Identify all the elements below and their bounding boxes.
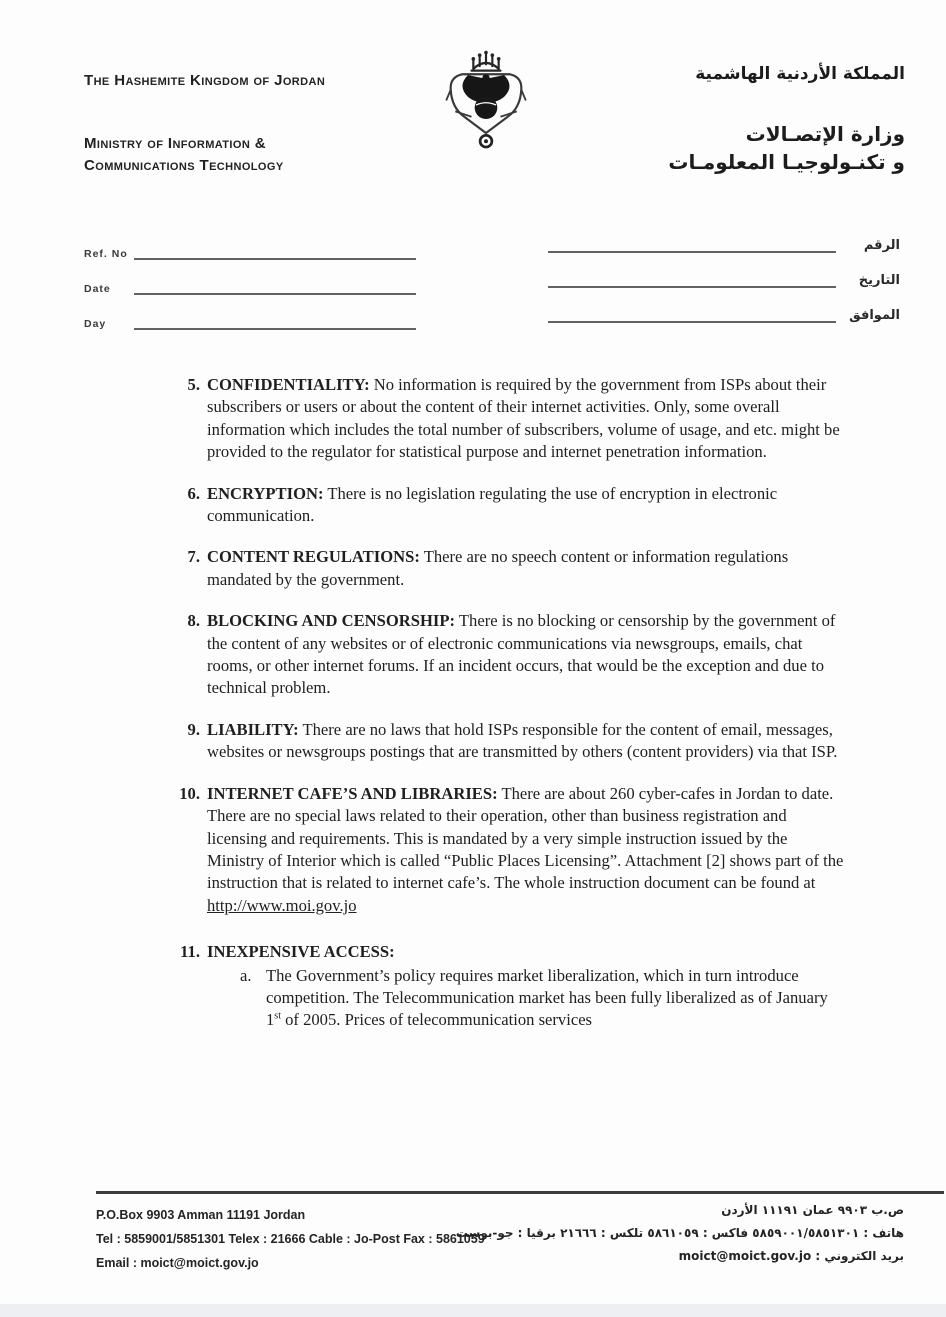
item-number: 6. [187,483,200,503]
item-body-text: There is no blocking or censorship by the government of the content of any websites or of electronic communications via newsgroups, emails, chat rooms, or other internet forums. If an incident occurs, that would be the exception and due to technical problem. [207,611,836,698]
item-number: 9. [187,719,200,739]
footer-email-ar: بريد الكتروني : moict@moict.gov.jo [678,1249,904,1263]
item-text [207,941,844,1032]
item-text [207,546,844,591]
kingdom-name-ar: المملكة الأردنية الهاشمية [695,64,905,84]
kingdom-name-en: The Hashemite Kingdom of Jordan [84,72,326,89]
footer-email-en: Email : moict@moict.gov.jo [96,1256,259,1270]
footer-contact-arabic [456,1199,904,1268]
ref-no-blank-line-ar [548,251,836,253]
footer-pobox-en: P.O.Box 9903 Amman 11191 Jordan [96,1208,306,1222]
item-number: 7. [187,547,200,567]
ref-no-row [84,240,416,260]
item-title: CONFIDENTIALITY: [207,375,370,394]
date-label-ar: التاريخ [858,273,900,288]
sub-item-a [240,965,840,1032]
list-item-10-internet-cafes [172,783,844,917]
day-label: Day [84,318,107,330]
date-label: Date [84,283,111,295]
date-row-ar [548,268,900,288]
ref-no-row-ar [548,233,900,253]
ref-no-label-ar: الرقم [863,238,900,253]
item-title: INEXPENSIVE ACCESS: [207,942,395,962]
list-item-5-confidentiality [172,374,844,464]
day-blank-line-ar [548,321,836,323]
item-text [207,483,844,528]
item-number: 11. [180,942,200,962]
footer-pobox-ar: ص.ب ٩٩٠٣ عمان ١١١٩١ الأردن [721,1203,904,1217]
item-title-line [207,941,844,963]
ordinal-superscript: st [274,1010,281,1022]
item-number: 5. [187,375,200,394]
date-blank-line [134,293,416,295]
item-title: CONTENT REGULATIONS: [207,547,420,567]
ministry-name-ar-line2: و تكنـولوجيـا المعلومـات [668,150,905,174]
item-number: 8. [187,611,200,631]
date-blank-line-ar [548,286,836,288]
ref-no-blank-line [134,258,416,260]
reference-fields-arabic [548,233,900,338]
ref-no-label: Ref. No [84,248,128,260]
item-text [207,719,844,764]
list-item-9-liability [172,719,844,764]
item-body-text: There are no laws that hold ISPs responsible for the content of email, messages, websites or newsgroups postings that are transmitted by others (content providers) via that ISP. [207,719,838,762]
item-body-text: No information is required by the government from ISPs about their subscribers or users or about the content of their internet activities. Only, some overall information which includes the total number of subscribers, volume of usage, and etc. might be provided to the regulator for statistical purpose and internet penetration information. [207,375,840,462]
item-body-text: There are about 260 cyber-cafes in Jordan to date. There are no special laws related to their operation, other than business registration and licensing and requirements. This is mandated by a very simple instruction issued by the Ministry of Interior which is called “Public Places Licensing”. Attachment [2] shows part of the instruction that is related to internet cafe’s. The whole instruction document can be found at [207,783,844,893]
list-item-7-content-regulations [172,546,844,591]
item-title: BLOCKING AND CENSORSHIP: [207,611,456,631]
ministry-name-en-line1: Ministry of Information & [84,135,266,152]
ministry-name-en [84,133,325,177]
document-body [172,374,844,1051]
scan-edge-strip [0,1304,946,1317]
letterhead-english [84,72,325,177]
ministry-name-ar [668,120,905,176]
list-item-8-blocking-censorship [172,610,844,700]
footer-contacts-ar: هاتف : ٥٨٥٩٠٠١/٥٨٥١٣٠١ فاكس : ٥٨٦١٠٥٩ تلكس : ٢١٦٦٦ برقيا : جو-بوست [455,1226,904,1240]
reference-fields-english [84,240,416,345]
sub-item-letter: a. [240,965,252,985]
item-title: LIABILITY: [207,719,299,739]
item-text [207,783,844,917]
footer-divider [96,1191,944,1194]
letterhead-arabic [668,64,905,176]
item-body-text: There is no legislation regulating the use of encryption in electronic communication. [207,483,778,526]
day-label-ar: الموافق [849,308,900,323]
list-item-6-encryption [172,483,844,528]
footer-contact-english [96,1203,485,1275]
item-title: INTERNET CAFE’S AND LIBRARIES: [207,783,498,803]
day-row [84,310,416,330]
ministry-name-en-line2: Communications Technology [84,157,284,174]
list-item-11-inexpensive-access [172,941,844,1032]
footer-contacts-en: Tel : 5859001/5851301 Telex : 21666 Cable : Jo-Post Fax : 5861059 [96,1232,485,1246]
item-body-text: There are no speech content or information regulations mandated by the government. [207,547,789,589]
sub-item-text: The Government’s policy requires market liberalization, which in turn introduce competition. The Telecommunication market has been fully liberalized as of January 1st of 2005. Prices of telecommunication services [266,965,828,1030]
item-text [207,374,844,464]
item-number: 10. [179,783,200,803]
day-blank-line [134,328,416,330]
ministry-name-ar-line1: وزارة الإتصـالات [745,122,905,146]
item-text [207,610,844,700]
jordan-coat-of-arms-icon [440,48,532,162]
day-row-ar [548,303,900,323]
item-title: ENCRYPTION: [207,483,324,503]
date-row [84,275,416,295]
moi-website-link[interactable]: http://www.moi.gov.jo [207,895,357,915]
